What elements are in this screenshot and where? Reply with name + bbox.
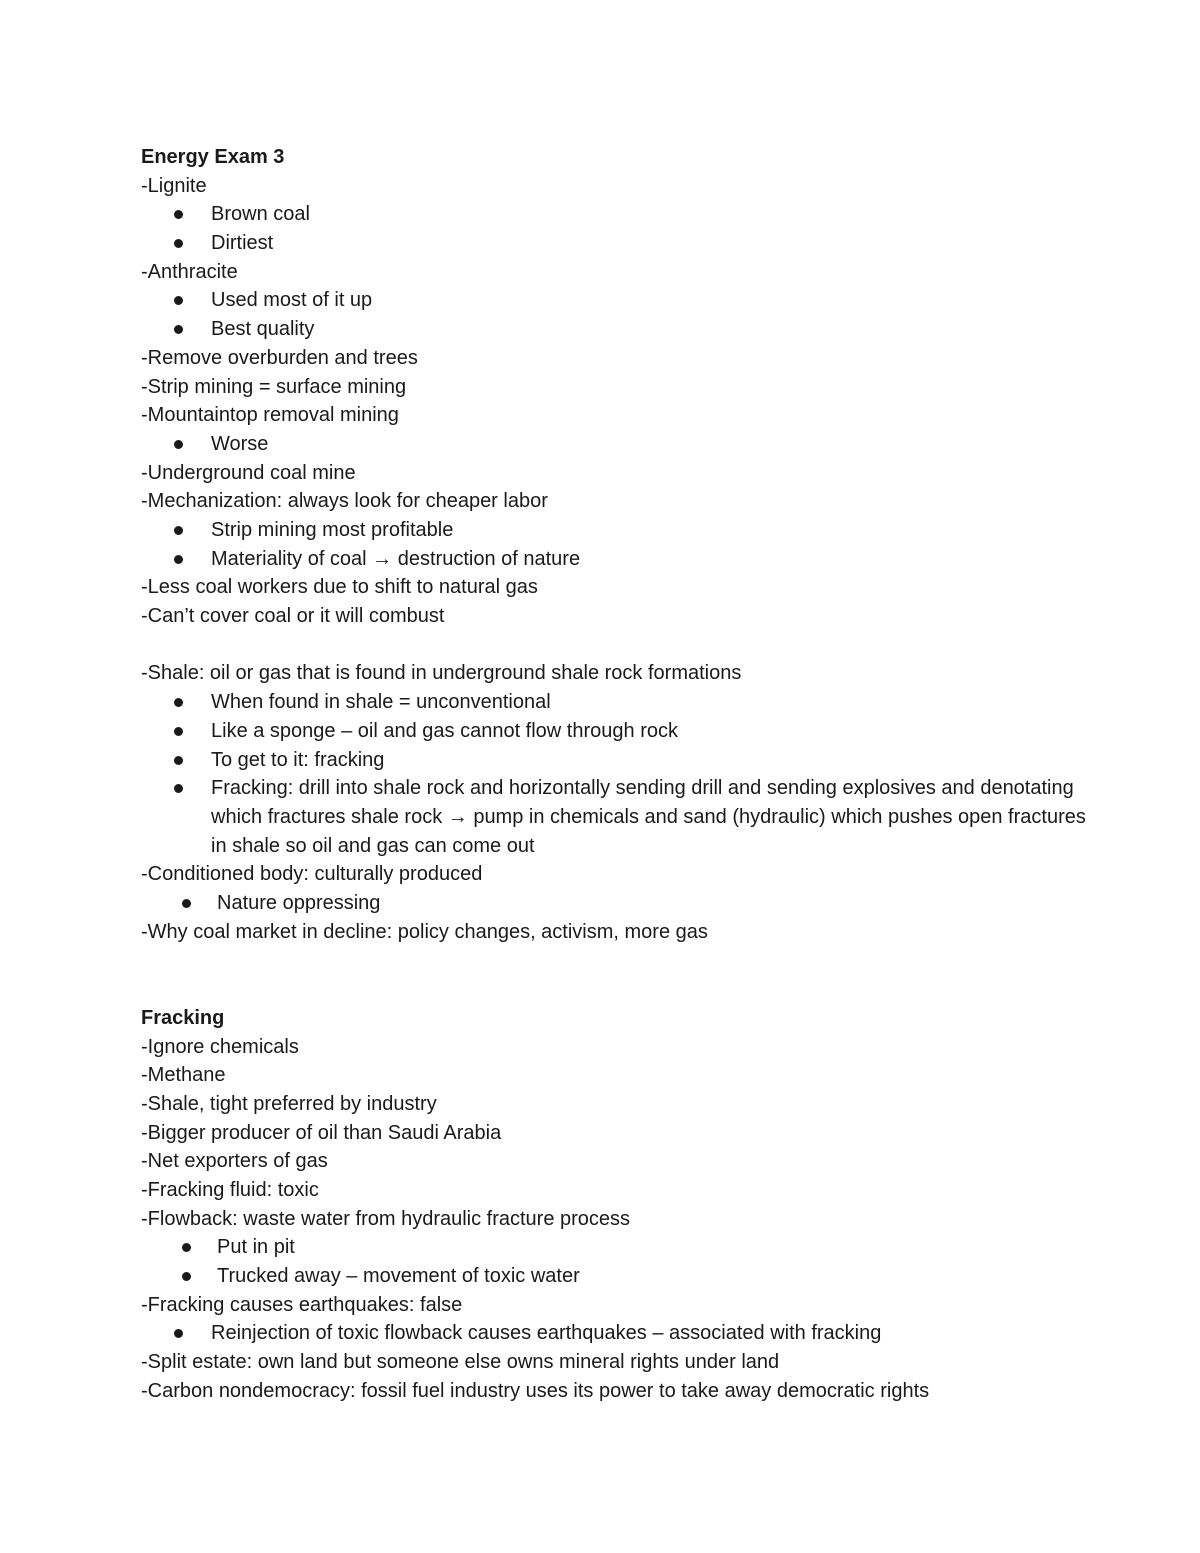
- bullet-icon: [174, 727, 183, 736]
- bullet-icon: [174, 526, 183, 535]
- bullet-icon: [174, 296, 183, 305]
- note-line: -Strip mining = surface mining: [141, 375, 407, 398]
- bullet-item: [141, 286, 1101, 315]
- note-line: -Split estate: own land but someone else owns mineral rights under land: [141, 1351, 780, 1374]
- note-line: -Bigger producer of oil than Saudi Arabia: [141, 1121, 502, 1144]
- bullet-item: [141, 1233, 1101, 1262]
- bullet-item: [141, 774, 1101, 860]
- bullet-text: Dirtiest: [211, 232, 274, 255]
- document-body: [141, 143, 1101, 1406]
- bullet-icon: [182, 1243, 191, 1252]
- bullet-icon: [182, 899, 191, 908]
- bullet-icon: [174, 756, 183, 765]
- bullet-item: [141, 229, 1101, 258]
- paragraph-gap: [141, 631, 1101, 660]
- note-line: -Why coal market in decline: policy changes, activism, more gas: [141, 920, 708, 943]
- bullet-item: [141, 200, 1101, 229]
- bullet-icon: [174, 698, 183, 707]
- bullet-item: [141, 1262, 1101, 1291]
- bullet-text: To get to it: fracking: [211, 748, 385, 771]
- section-title-energy-exam: Energy Exam 3: [141, 146, 285, 168]
- note-line: -Fracking fluid: toxic: [141, 1178, 319, 1201]
- note-line: -Shale, tight preferred by industry: [141, 1092, 437, 1115]
- bullet-item: [141, 688, 1101, 717]
- section-gap: [141, 946, 1101, 1003]
- note-line: -Carbon nondemocracy: fossil fuel industry uses its power to take away democratic rights: [141, 1379, 930, 1402]
- bullet-text: Used most of it up: [211, 289, 373, 312]
- bullet-text: When found in shale = unconventional: [211, 691, 551, 714]
- bullet-item: [141, 717, 1101, 746]
- note-line: -Remove overburden and trees: [141, 346, 418, 369]
- bullet-item: [141, 430, 1101, 459]
- note-line: -Flowback: waste water from hydraulic fracture process: [141, 1207, 631, 1230]
- bullet-icon: [174, 210, 183, 219]
- bullet-icon: [174, 325, 183, 334]
- note-line: -Anthracite: [141, 260, 238, 283]
- bullet-text: Put in pit: [217, 1236, 295, 1259]
- bullet-text: Brown coal: [211, 203, 310, 226]
- bullet-item: [141, 889, 1101, 918]
- bullet-text: Reinjection of toxic flowback causes earthquakes – associated with fracking: [211, 1322, 882, 1345]
- section-title-fracking: Fracking: [141, 1006, 225, 1029]
- note-line: -Conditioned body: culturally produced: [141, 863, 483, 886]
- bullet-item: [141, 545, 1101, 574]
- bullet-icon: [174, 440, 183, 449]
- bullet-text: Fracking: drill into shale rock and horizontally sending drill and sending explosives and denotating which fractures shale rock → pump in chemicals and sand (hydraulic) which pushes open fractures in shale so oil and gas can come out: [211, 777, 1086, 857]
- bullet-icon: [174, 555, 183, 564]
- bullet-text: Nature oppressing: [217, 892, 381, 915]
- note-line: -Mechanization: always look for cheaper labor: [141, 490, 548, 513]
- bullet-icon: [174, 239, 183, 248]
- note-line: -Fracking causes earthquakes: false: [141, 1293, 463, 1316]
- bullet-text: Trucked away – movement of toxic water: [217, 1265, 580, 1288]
- bullet-text: Like a sponge – oil and gas cannot flow through rock: [211, 719, 678, 742]
- note-line: -Shale: oil or gas that is found in underground shale rock formations: [141, 662, 742, 685]
- note-line: -Methane: [141, 1064, 226, 1087]
- bullet-item: [141, 1319, 1101, 1348]
- bullet-icon: [182, 1272, 191, 1281]
- note-line: -Net exporters of gas: [141, 1150, 328, 1173]
- note-line: -Underground coal mine: [141, 461, 356, 484]
- bullet-item: [141, 315, 1101, 344]
- note-line: -Can’t cover coal or it will combust: [141, 605, 445, 628]
- bullet-text: Worse: [211, 432, 269, 455]
- bullet-icon: [174, 784, 183, 793]
- bullet-item: [141, 746, 1101, 775]
- note-line: -Less coal workers due to shift to natural gas: [141, 576, 538, 599]
- bullet-text: Strip mining most profitable: [211, 519, 454, 542]
- bullet-text: Best quality: [211, 318, 315, 341]
- bullet-text: Materiality of coal → destruction of nature: [211, 547, 581, 570]
- note-line: -Ignore chemicals: [141, 1035, 299, 1058]
- note-line: -Mountaintop removal mining: [141, 404, 399, 427]
- bullet-icon: [174, 1329, 183, 1338]
- note-line: -Lignite: [141, 174, 207, 197]
- bullet-item: [141, 516, 1101, 545]
